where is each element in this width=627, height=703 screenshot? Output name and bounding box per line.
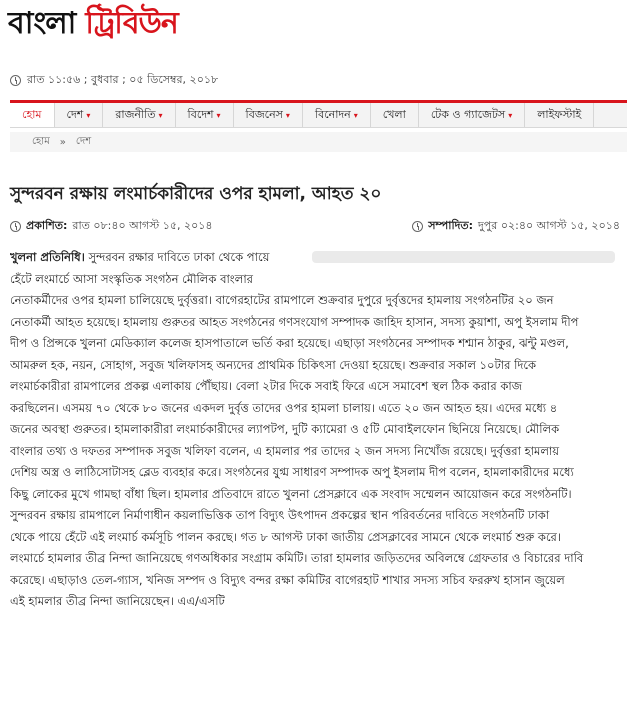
clock-icon [412,221,423,232]
breadcrumb-current[interactable]: দেশ [75,135,92,147]
article-line: জনের অবস্থা গুরুতর। হামলাকারীরা লংমার্চকারীদের ল্যাপটপ, দুটি ক্যামেরা ও ৫টি মোবাইলফোন ছিনিয়ে নিয়েছে। মৌলিক [10,422,560,436]
edited-label: সম্পাদিত: [428,219,474,232]
breadcrumb-home[interactable]: হোম [32,135,50,147]
article-meta [10,217,620,236]
breadcrumb [10,132,627,152]
published-label: প্রকাশিত: [26,219,68,232]
article-line: বাংলার তথ্য ও দফতর সম্পাদক সবুজ খলিফা বলেন, এ হামলার পর তাদের ২ জন সদস্য নিখোঁজ রয়েছে। দুর্বৃত্তরা হামলায় [10,443,560,458]
nav-item-sports[interactable] [371,103,419,127]
nav-label: রাজনীতি [115,107,156,121]
article-line: লংমার্চকারীরা রামপালের প্রকল্প এলাকায় পৌঁছায়। বেলা ২টার দিকে সবাই ফিরে এসে সমাবেশ স্থল ঠিক করার কাজ [10,379,523,393]
nav-label: বিদেশ [187,107,214,121]
article-line-text: সুন্দরবন রক্ষার দাবিতে ঢাকা থেকে পায়ে [88,250,270,264]
article-line: নেতাকর্মীদের ওপর হামলা চালিয়েছে দুর্বৃত্তরা। বাগেরহাটের রামপালে শুক্রবার দুপুরে দুর্বৃত্তদের হামলায় সংগঠনটির ২০ জন [10,293,554,307]
caret-down-icon: ▾ [285,110,290,120]
article-line: কিছু লোকের মুখে গামছা বাঁধা ছিল। হামলার প্রতিবাদে রাতে খুলনা প্রেসক্লাবে এক সংবাদ সম্মেলন আয়োজন করে সংগঠনটি। [10,486,572,501]
nav-item-home[interactable] [10,103,55,127]
clock-icon [10,221,21,232]
article-line: হেঁটে লংমার্চে আসা সংস্কৃতিক সংগঠন মৌলিক বাংলার [10,271,253,286]
header-date [10,71,218,90]
edited-value: দুপুর ০২:৪০ আগস্ট ১৫, ২০১৪ [478,219,620,232]
nav-label: লাইফস্টাই [537,107,582,121]
nav-label: হোম [22,107,42,121]
article-line: থেকে পায়ে হেঁটে এই লংমার্চ কর্মসূচি পালন করছে। গত ৮ আগস্ট ঢাকা জাতীয় প্রেসক্লাবের সামনে থেকে লংমার্চ শুরু করে। [10,529,562,544]
nav-item-international[interactable] [176,103,234,127]
nav-label: বিজনেস [245,107,283,121]
published-value: রাত ০৮:৪০ আগস্ট ১৫, ২০১৪ [72,219,213,232]
logo-part-bangla: বাংলা [8,6,76,41]
nav-label: দেশ [66,107,84,121]
article-line: এই হামলার তীব্র নিন্দা জানিয়েছেন। এএ/এসটি [10,594,225,608]
article-body [10,247,615,613]
article-line: করছিলেন। এসময় ৭০ থেকে ৮০ জনের একদল দুর্বৃত্ত তাদের ওপর হামলা চালায়। এতে ২০ জন আহত হয়। এদের মধ্যে ৪ [10,400,558,415]
article-line: দীপ ও প্রিন্সকে খুলনা মেডিক্যাল কলেজ হাসপাতালে ভর্তি করা হয়েছে। এছাড়া সংগঠনের সম্পাদক শশ্মান ঠাকুর, ঝন্টু মণ্ডল, [10,336,569,350]
nav-label: খেলা [382,107,406,121]
main-nav [10,100,627,128]
article-line: করেছে। এছাড়াও তেল-গ্যাস, খনিজ সম্পদ ও বিদ্যুৎ বন্দর রক্ষা কমিটির বাগেরহাট শাখার সদস্য সচিব ফররুখ হাসান জুয়েল [10,572,565,587]
nav-item-business[interactable] [234,103,303,127]
article-line: নেতাকর্মী আহত হয়েছে। হামলায় গুরুতর আহত সংগঠনের গণসংযোগ সম্পাদক জাহিদ হাসান, সদস্য কুয়াশা, অপু ইসলাম দীপ [10,314,579,329]
nav-item-tech[interactable] [419,103,525,127]
nav-item-politics[interactable] [103,103,175,127]
site-logo[interactable] [8,6,178,50]
article-line: সুন্দরবন রক্ষায় রামপালে নির্মাণাধীন কয়লাভিত্তিক তাপ বিদ্যুৎ উৎপাদন প্রকল্পের স্থান পরিবর্তনের দাবিতে সংগঠনটি ঢাকা [10,508,550,522]
article-line [10,247,615,269]
header-date-text: রাত ১১:৫৬ ; বুধবার ; ০৫ ডিসেম্বর, ২০১৮ [27,73,219,86]
article-line: আমরুল হক, নয়ন, সোহাগ, সবুজ খলিফাসহ অন্যদের প্রাথমিক চিকিৎসা দেওয়া হয়েছে। শুক্রবার সকাল ১০টার দিকে [10,357,537,372]
caret-down-icon: ▾ [508,110,513,120]
edited-info [412,217,620,236]
caret-down-icon: ▾ [86,110,91,120]
nav-label: বিনোদন [314,107,351,121]
article-line: দেশিয় অস্ত্র ও লাঠিসোটাসহ ব্লেড ব্যবহার করে। সংগঠনের যুগ্ম সাধারণ সম্পাদক অপু ইসলাম দীপ বলেন, হামলাকারীদের মধ্যে [10,465,574,479]
caret-down-icon: ▾ [158,110,163,120]
nav-item-entertainment[interactable] [303,103,371,127]
article-title: সুন্দরবন রক্ষায় লংমার্চকারীদের ওপর হামলা, আহত ২০ [10,184,382,204]
clock-icon [10,75,21,86]
caret-down-icon: ▾ [353,110,358,120]
caret-down-icon: ▾ [216,110,221,120]
nav-label: টেক ও গ্যাজেটস [430,107,506,121]
breadcrumb-separator: » [59,136,66,148]
article-line: লংমার্চে হামলার তীব্র নিন্দা জানিয়েছে গণঅধিকার সংগ্রাম কমিটি। তারা হামলার জড়িতদের অবিলম্বে গ্রেফতার ও বিচারের দাবি [10,551,584,565]
nav-item-country[interactable] [55,103,104,127]
logo-part-tribune: ট্রিবিউন [85,6,178,41]
nav-item-lifestyle[interactable] [525,103,594,127]
article-byline: খুলনা প্রতিনিধি। [10,250,85,264]
published-info [10,217,213,236]
